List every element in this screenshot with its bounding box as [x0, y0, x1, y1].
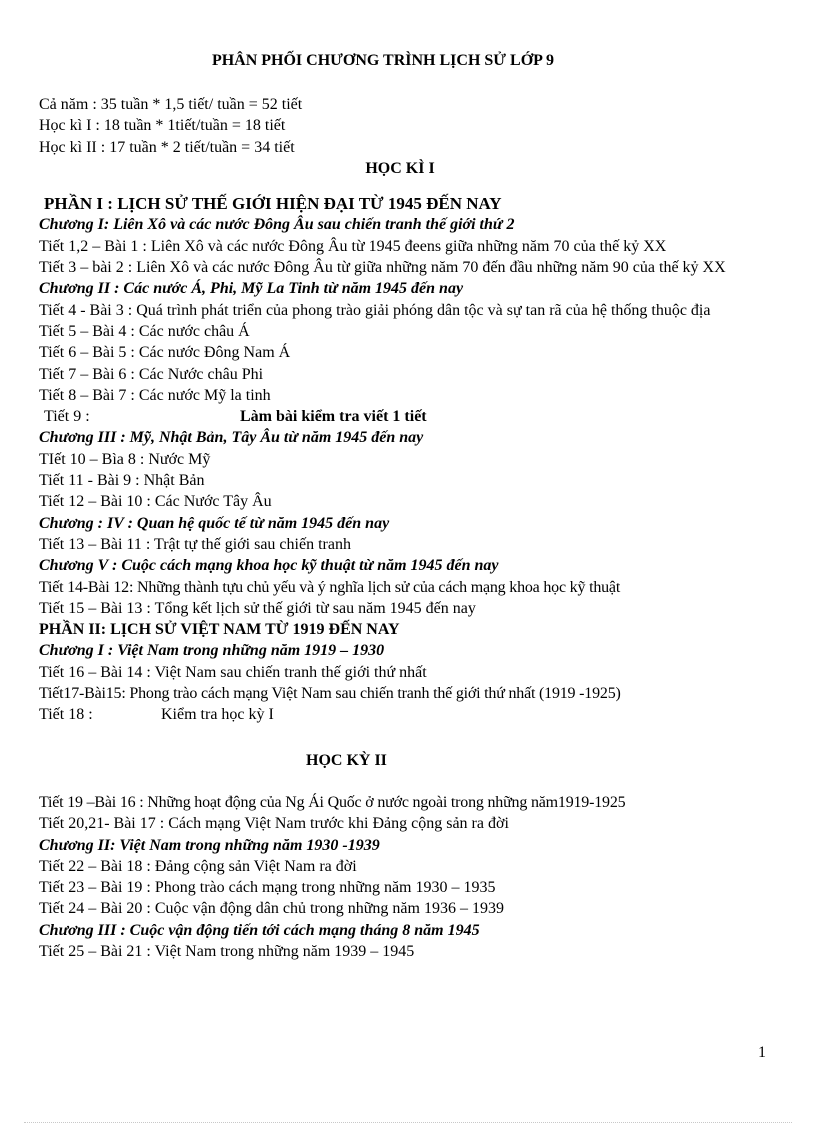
lesson-line: Tiết 22 – Bài 18 : Đảng cộng sản Việt Nam ra đời [39, 857, 357, 875]
lesson-line: Tiết 5 – Bài 4 : Các nước châu Á [39, 322, 250, 340]
lesson-line: Tiết 7 – Bài 6 : Các Nước châu Phi [39, 365, 264, 383]
test-title: Làm bài kiểm tra viết 1 tiết [240, 408, 427, 426]
chapter-heading: Chương V : Cuộc cách mạng khoa học kỹ thuật từ năm 1945 đến nay [39, 557, 499, 575]
page-number: 1 [758, 1044, 766, 1061]
chapter-heading: Chương III : Mỹ, Nhật Bản, Tây Âu từ năm 1945 đến nay [39, 429, 424, 447]
lesson-line: Tiết 16 – Bài 14 : Việt Nam sau chiến tranh thế giới thứ nhất [39, 663, 427, 681]
lesson-line: Tiết 4 - Bài 3 : Quá trình phát triển của phong trào giải phóng dân tộc và sự tan rã của hệ thống thuộc địa [39, 301, 711, 319]
test-lesson-number: Tiết 9 : [44, 408, 90, 426]
lesson-line: Tiết 25 – Bài 21 : Việt Nam trong những năm 1939 – 1945 [39, 942, 415, 960]
lesson-line: Tiết 23 – Bài 19 : Phong trào cách mạng trong những năm 1930 – 1935 [39, 879, 496, 897]
lesson-line: Tiết 24 – Bài 20 : Cuộc vận động dân chủ trong những năm 1936 – 1939 [39, 900, 504, 918]
lesson-line: Tiết 8 – Bài 7 : Các nước Mỹ la tinh [39, 386, 271, 404]
lesson-line: Tiết 15 – Bài 13 : Tổng kết lịch sử thế giới từ sau năm 1945 đến nay [39, 599, 476, 617]
lesson-line: Tiết 13 – Bài 11 : Trật tự thế giới sau chiến tranh [39, 535, 351, 553]
lesson-line: Tiết 3 – bài 2 : Liên Xô và các nước Đông Âu từ giữa những năm 70 đến đầu những năm 90 của thế kỷ XX [39, 259, 726, 277]
part-heading: PHẦN I : LỊCH SỬ THẾ GIỚI HIỆN ĐẠI TỪ 1945 ĐẾN NAY [44, 194, 502, 214]
summary-line: Cả năm : 35 tuần * 1,5 tiết/ tuần = 52 tiết [39, 96, 303, 113]
part-heading: PHẦN II: LỊCH SỬ VIỆT NAM TỪ 1919 ĐẾN NAY [39, 621, 400, 639]
semester-heading: HỌC KỲ II [306, 751, 387, 769]
chapter-heading: Chương II : Các nước Á, Phi, Mỹ La Tinh từ năm 1945 đến nay [39, 280, 464, 298]
semester-heading [39, 137, 769, 177]
lesson-line: Tiết17-Bài15: Phong trào cách mạng Việt Nam sau chiến tranh thế giới thứ nhất (1919 -1925) [39, 685, 621, 703]
lesson-line: Tiết 1,2 – Bài 1 : Liên Xô và các nước Đông Âu từ 1945 đeens giữa những năm 70 của thế kỷ XX [39, 237, 667, 255]
test-line [39, 406, 769, 427]
chapter-heading: Chương II: Việt Nam trong những năm 1930 -1939 [39, 836, 380, 854]
lesson-line: Tiết 19 –Bài 16 : Những hoạt động của Ng Ái Quốc ở nước ngoài trong những năm1919-1925 [39, 793, 626, 811]
chapter-heading: Chương I : Việt Nam trong những năm 1919 – 1930 [39, 642, 385, 660]
lesson-line: Tiết 6 – Bài 5 : Các nước Đông Nam Á [39, 344, 291, 362]
lesson-line: Tiết 14-Bài 12: Những thành tựu chủ yếu và ý nghĩa lịch sử của cách mạng khoa học kỹ thuật [39, 578, 621, 596]
exam-line [39, 704, 769, 725]
exam-lesson-number: Tiết 18 : [39, 706, 93, 724]
lesson-line: Tiết 11 - Bài 9 : Nhật Bản [39, 472, 205, 490]
summary-line: Học kì II : 17 tuần * 2 tiết/tuần = 34 tiết [39, 138, 295, 156]
document-title: PHÂN PHỐI CHƯƠNG TRÌNH LỊCH SỬ LỚP 9 [211, 52, 555, 69]
lesson-line: TIết 10 – Bìa 8 : Nước Mỹ [39, 450, 211, 468]
chapter-heading: Chương III : Cuộc vận động tiến tới cách mạng tháng 8 năm 1945 [39, 921, 480, 939]
document-body [39, 94, 769, 962]
summary-line: Học kì I : 18 tuần * 1tiết/tuần = 18 tiết [39, 117, 286, 135]
chapter-heading: Chương I: Liên Xô và các nước Đông Âu sau chiến tranh thế giới thứ 2 [39, 216, 515, 234]
semester-heading-text: HỌC KÌ I [365, 159, 435, 177]
lesson-line: Tiết 20,21- Bài 17 : Cách mạng Việt Nam trước khi Đảng cộng sản ra đời [39, 815, 509, 833]
chapter-heading: Chương : IV : Quan hệ quốc tế từ năm 1945 đến nay [39, 514, 390, 532]
lesson-line: Tiết 12 – Bài 10 : Các Nước Tây Âu [39, 493, 272, 511]
exam-title: Kiểm tra học kỳ I [161, 706, 274, 724]
